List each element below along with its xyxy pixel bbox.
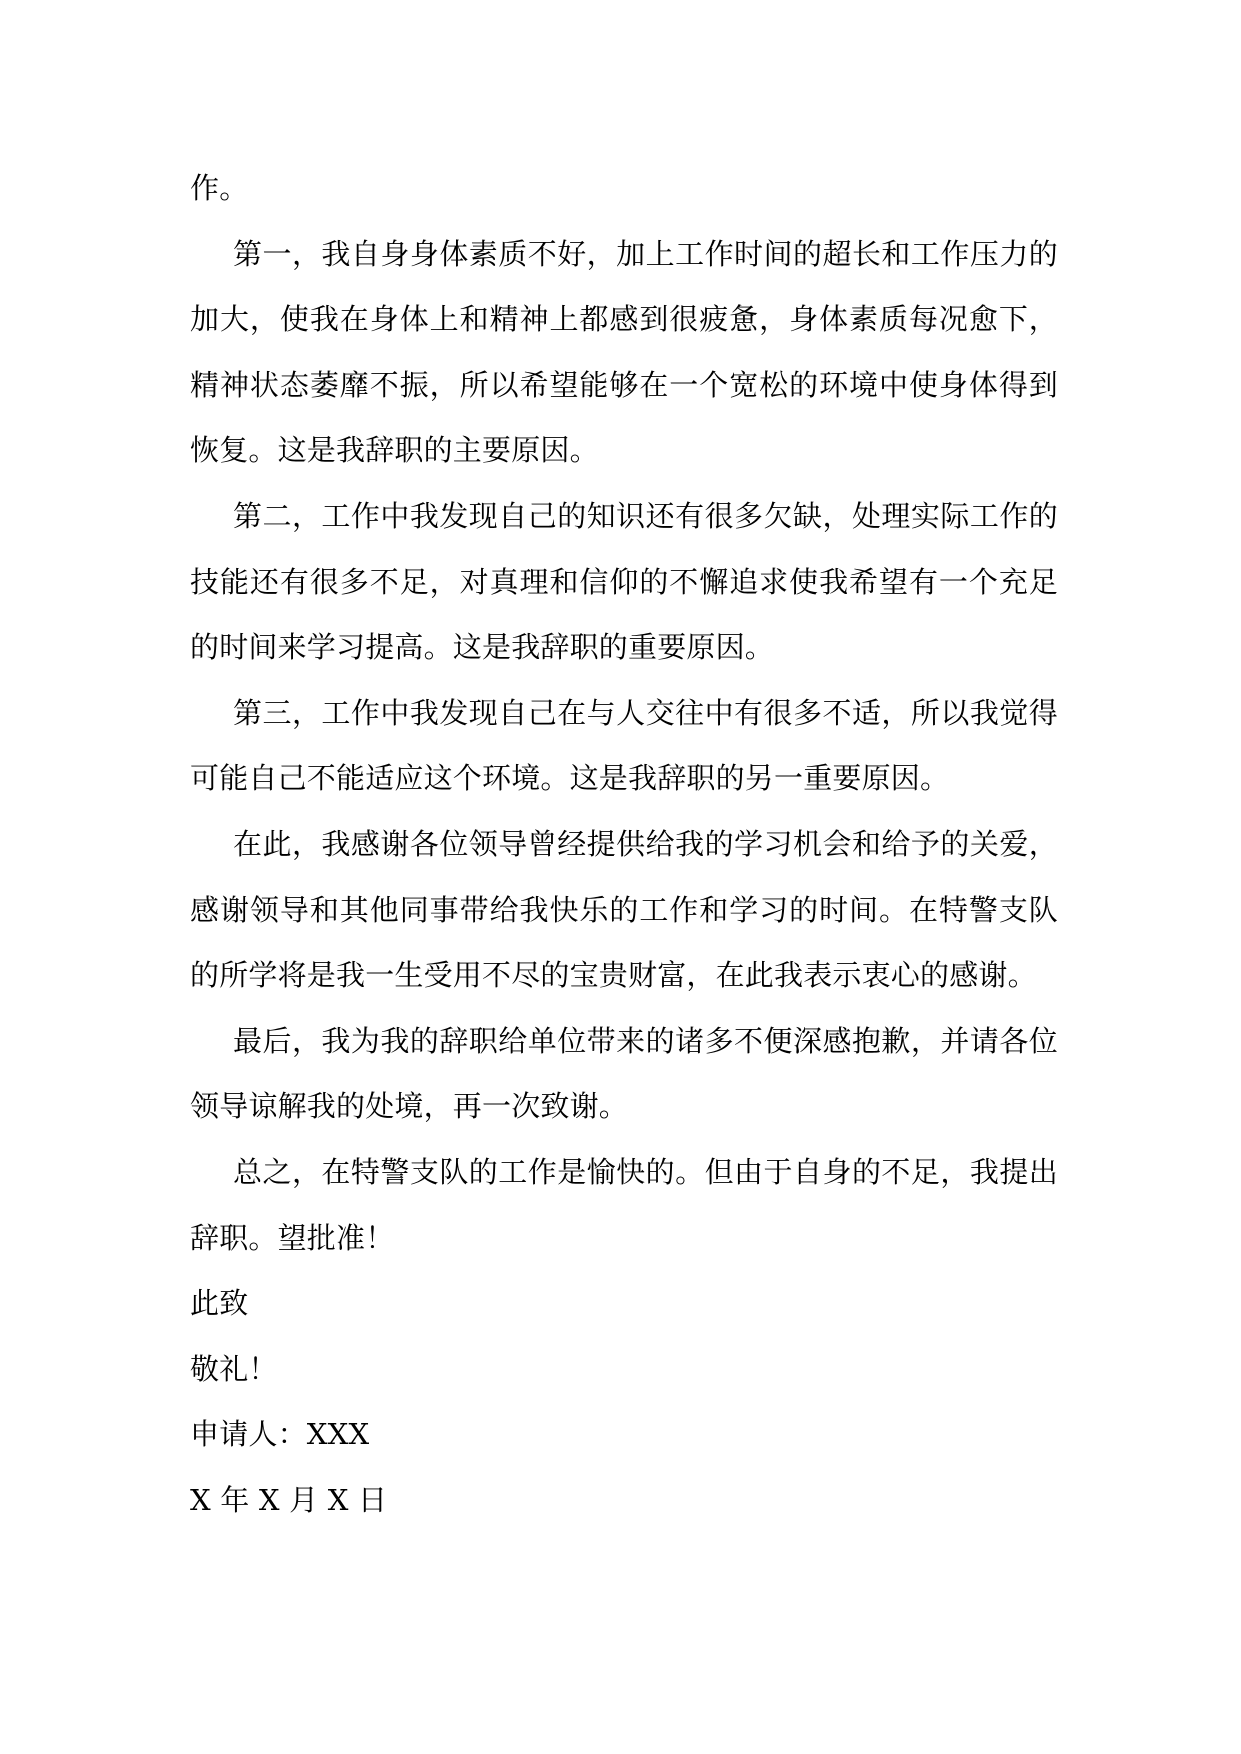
paragraph-third-reason: 第三，工作中我发现自己在与人交往中有很多不适，所以我觉得可能自己不能适应这个环境。这是我辞职的另一重要原因。 [190, 695, 1058, 796]
continuation-line: 作。 [190, 171, 249, 205]
closing-regards: 敬礼！ [190, 1351, 278, 1386]
letter-body [190, 156, 1058, 1533]
paragraph-apology: 最后，我为我的辞职给单位带来的诸多不便深感抱歉，并请各位领导谅解我的处境，再一次致谢。 [190, 1023, 1058, 1124]
paragraph-first-reason: 第一，我自身身体素质不好，加上工作时间的超长和工作压力的加大，使我在身体上和精神上都感到很疲惫，身体素质每况愈下，精神状态萎靡不振，所以希望能够在一个宽松的环境中使身体得到恢复。这是我辞职的主要原因。 [190, 236, 1058, 468]
closing-salutation: 此致 [190, 1286, 249, 1321]
paragraph-second-reason: 第二，工作中我发现自己的知识还有很多欠缺，处理实际工作的技能还有很多不足，对真理和信仰的不懈追求使我希望有一个充足的时间来学习提高。这是我辞职的重要原因。 [190, 498, 1058, 665]
letter-date: X 年 X 月 X 日 [190, 1482, 388, 1517]
paragraph-thanks: 在此，我感谢各位领导曾经提供给我的学习机会和给予的关爱，感谢领导和其他同事带给我快乐的工作和学习的时间。在特警支队的所学将是我一生受用不尽的宝贵财富，在此我表示衷心的感谢。 [190, 826, 1058, 993]
applicant-signature: 申请人：XXX [190, 1417, 370, 1452]
paragraph-conclusion: 总之，在特警支队的工作是愉快的。但由于自身的不足，我提出辞职。望批准！ [190, 1154, 1058, 1255]
